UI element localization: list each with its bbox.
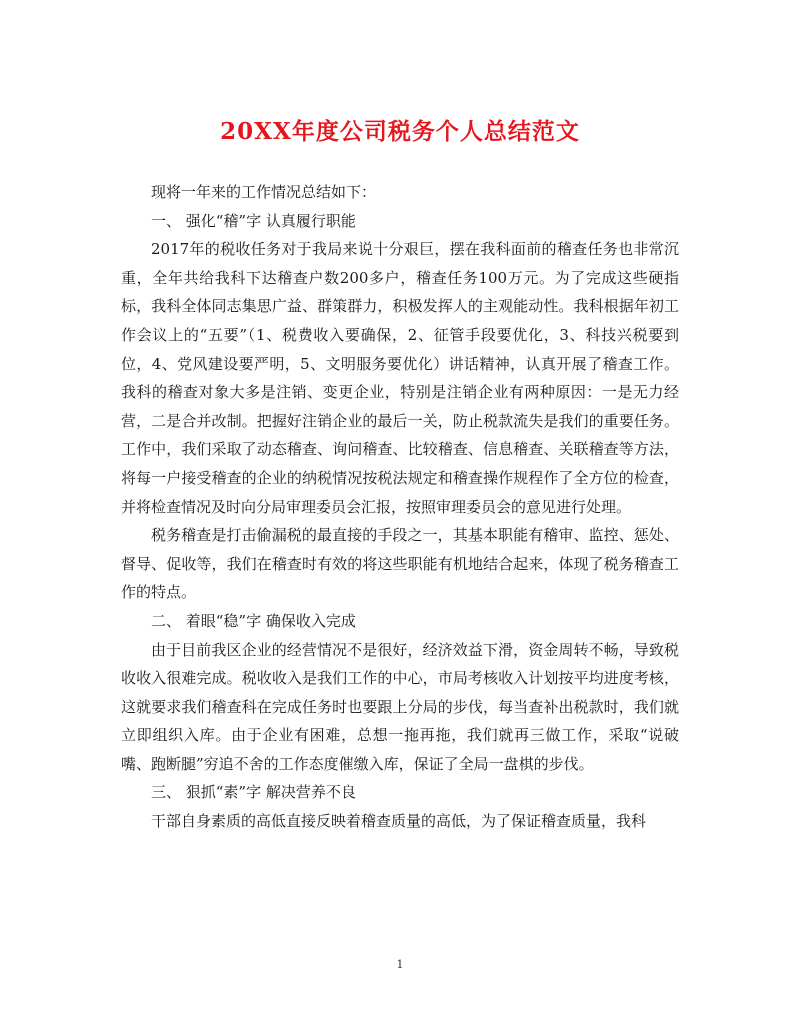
section-heading-1: 一、 强化“稽”字 认真履行职能 [151,211,356,230]
body-paragraph: 由于目前我区企业的经营情况不是很好，经济效益下滑，资金周转不畅，导致税收收入很难完成。税收收入是我们工作的中心，市局考核收入计划按平均进度考核，这就要求我们稽查科在完成任务时也要跟上分局的步伐，每当查补出税款时，我们就立即组织入库。由于企业有困难，总想一拖再拖，我们就再三做工作，采取“说破嘴、跑断腿”穷追不舍的工作态度催缴入库，保证了全局一盘棋的步伐。 [121,640,679,773]
intro-paragraph: 现将一年来的工作情况总结如下： [151,183,377,201]
body-paragraph: 税务稽查是打击偷漏税的最直接的手段之一，其基本职能有稽审、监控、惩处、督导、促收等，我们在稽查时有效的将这些职能有机地结合起来，体现了税务稽查工作的特点。 [121,526,679,602]
section-heading-2: 二、 着眼“稳”字 确保收入完成 [151,611,356,630]
section-heading-3: 三、 狠抓“素”字 解决营养不良 [151,783,356,802]
body-paragraph: 干部自身素质的高低直接反映着稽查质量的高低，为了保证稽查质量，我科 [151,812,647,831]
document-body [121,178,679,836]
document-title: 20XX年度公司税务个人总结范文 [220,118,580,145]
body-paragraph: 2017年的税收任务对于我局来说十分艰巨，摆在我科面前的稽查任务也非常沉重，全年共给我科下达稽查户数200多户，稽查任务100万元。为了完成这些硬指标，我科全体同志集思广益、群策群力，积极发挥人的主观能动性。我科根据年初工作会议上的“五要”（1、税费收入要确保，2、征管手段要优化，3、科技兴税要到位，4、党风建设要严明，5、文明服务要优化）讲话精神，认真开展了稽查工作。我科的稽查对象大多是注销、变更企业，特别是注销企业有两种原因：一是无力经营，二是合并改制。把握好注销企业的最后一关，防止税款流失是我们的重要任务。工作中，我们采取了动态稽查、询问稽查、比较稽查、信息稽查、关联稽查等方法，将每一户接受稽查的企业的纳税情况按税法规定和稽查操作规程作了全方位的检查，并将检查情况及时向分局审理委员会汇报，按照审理委员会的意见进行处理。 [121,240,679,516]
page-number: 1 [396,958,404,971]
